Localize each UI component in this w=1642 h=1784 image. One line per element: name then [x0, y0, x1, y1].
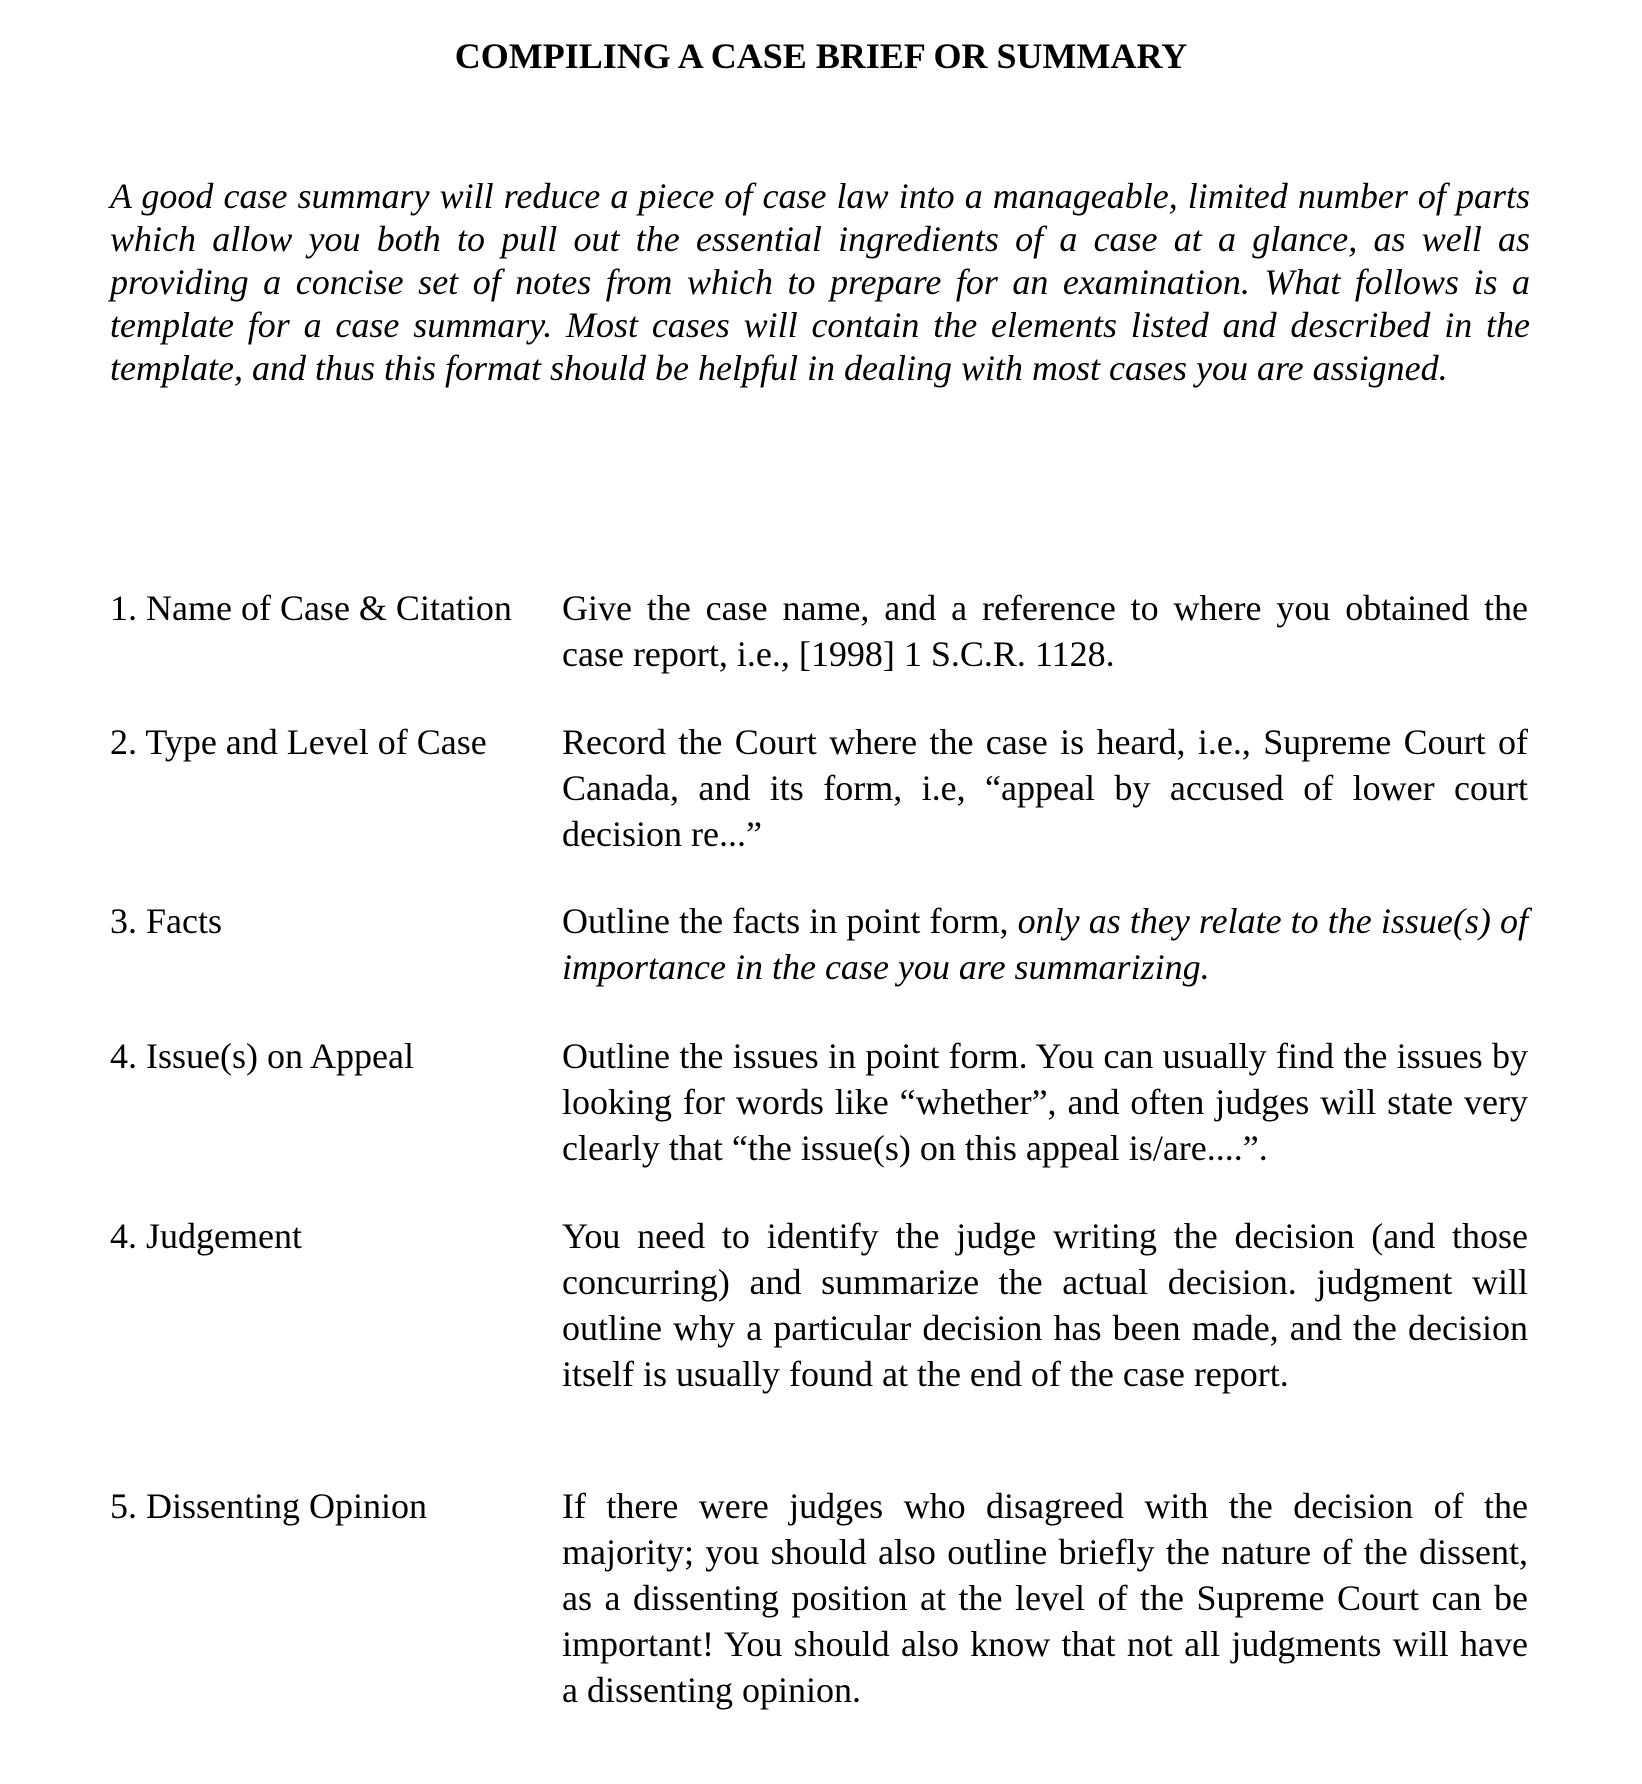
section-description: Give the case name, and a reference to where you obtained the case report, i.e., [1998] 1 S.C.R. 1128.	[562, 588, 1528, 674]
section-description	[562, 898, 1528, 990]
section-label: 2. Type and Level of Case	[110, 722, 487, 762]
section-description: Outline the issues in point form. You can usually find the issues by looking for words like “whether”, and often judges will state very clearly that “the issue(s) on this appeal is/are....”.	[562, 1036, 1528, 1168]
section-description: If there were judges who disagreed with the decision of the majority; you should also outline briefly the nature of the dissent, as a dissenting position at the level of the Supreme Court can be important! You should also know that not all judgments will have a dissenting opinion.	[562, 1486, 1528, 1710]
section-label: 4. Judgement	[110, 1216, 302, 1256]
document-title: COMPILING A CASE BRIEF OR SUMMARY	[454, 36, 1188, 76]
facts-description-italic: only as they relate to the issue(s) of importance in the case you are summarizing.	[562, 901, 1529, 987]
section-label: 4. Issue(s) on Appeal	[110, 1036, 414, 1076]
section-label: 5. Dissenting Opinion	[110, 1486, 428, 1526]
section-description: You need to identify the judge writing the decision (and those concurring) and summarize the actual decision. judgment will outline why a particular decision has been made, and the decision itself is usually found at the end of the case report.	[562, 1216, 1528, 1394]
section-label: 3. Facts	[110, 901, 222, 941]
facts-description-plain: Outline the facts in point form,	[562, 901, 1009, 941]
intro-paragraph: A good case summary will reduce a piece of case law into a manageable, limited number of parts which allow you both to pull out the essential ingredients of a case at a glance, as well as providing a concise set of notes from which to prepare for an examination. What follows is a template for a case summary. Most cases will contain the elements listed and described in the template, and thus this format should be helpful in dealing with most cases you are assigned.	[110, 176, 1530, 388]
section-description: Record the Court where the case is heard, i.e., Supreme Court of Canada, and its form, i.e, “appeal by accused of lower court decision re...”	[562, 722, 1528, 854]
section-label: 1. Name of Case & Citation	[110, 588, 512, 628]
